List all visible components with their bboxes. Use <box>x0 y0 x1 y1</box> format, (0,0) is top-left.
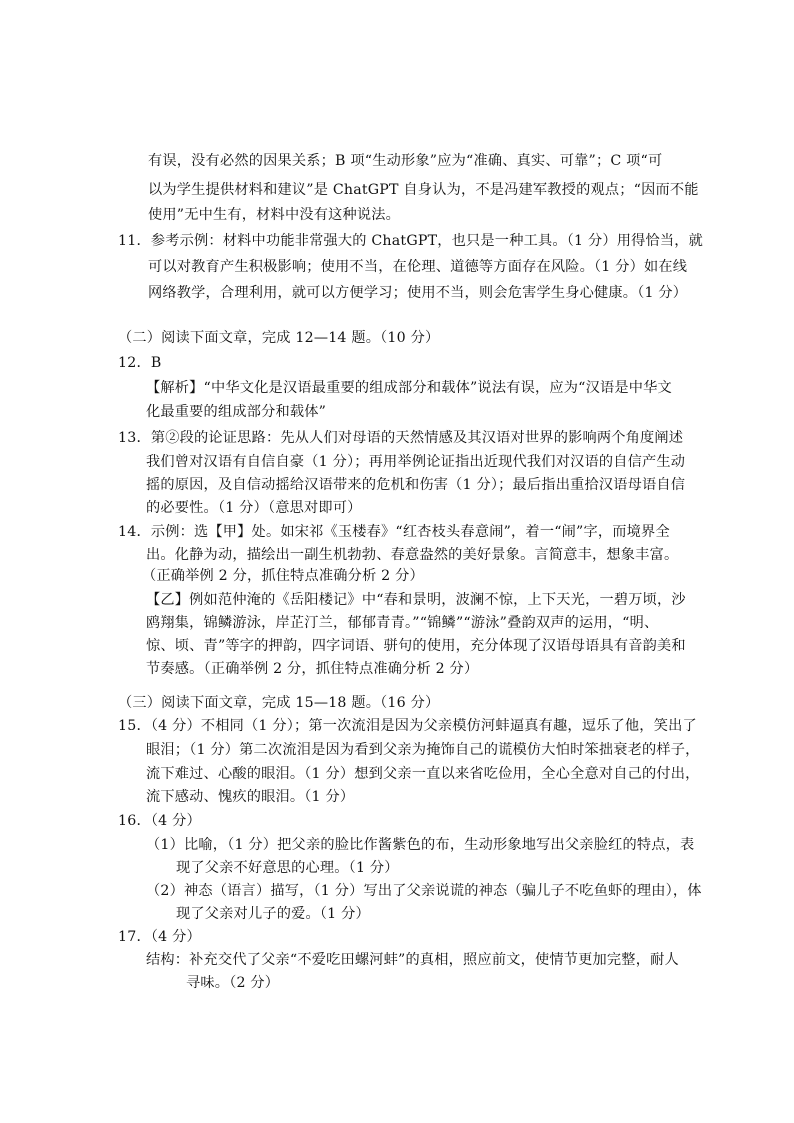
text-line: 11．参考示例：材料中功能非常强大的 ChatGPT，也只是一种工具。（1 分）用得恰当，就 <box>118 233 704 249</box>
text-line: 可以对教育产生积极影响；使用不当，在伦理、道德等方面存在风险。（1 分）如在线 <box>148 259 688 275</box>
text-line: 网络教学，合理利用，就可以方便学习；使用不当，则会危害学生身心健康。（1 分） <box>148 285 688 301</box>
text-line: 流下难过、心酸的眼泪。（1 分）想到父亲一直以来省吃俭用，全心全意对自己的付出， <box>146 766 700 782</box>
text-line: 的必要性。（1 分）（意思对即可） <box>146 500 362 516</box>
text-line: 17．（4 分） <box>118 929 201 945</box>
text-line: 【解析】“中华文化是汉语最重要的组成部分和载体”说法有误，应为“汉语是中华文 <box>146 380 672 396</box>
text-line: 结构：补充交代了父亲“不爱吃田螺河蚌”的真相，照应前文，使情节更加完整，耐人 <box>146 952 679 968</box>
text-line: 14．示例：选【甲】处。如宋祁《玉楼春》“红杏枝头春意闹”，着一“闹”字，而境界全 <box>118 524 670 540</box>
text-line: （2）神态（语言）描写，（1 分）写出了父亲说谎的神态（骗儿子不吃鱼虾的理由），体 <box>146 883 702 899</box>
text-line: 13．第②段的论证思路：先从人们对母语的天然情感及其汉语对世界的影响两个角度阐述 <box>118 430 684 446</box>
text-line: （正确举例 2 分，抓住特点准确分析 2 分） <box>142 568 424 584</box>
text-line: 16．（4 分） <box>118 813 201 829</box>
text-line: 寻味。（2 分） <box>186 975 280 991</box>
text-line: 鸥翔集，锦鳞游泳，岸芷汀兰，郁郁青青。”“锦鳞”“游泳”叠韵双声的运用，“明、 <box>146 615 659 631</box>
text-line: 有误，没有必然的因果关系；B 项“生动形象”应为“准确、真实、可靠”；C 项“可 <box>148 153 663 169</box>
text-line: 现了父亲对儿子的爱。（1 分） <box>176 906 370 922</box>
text-line: 现了父亲不好意思的心理。（1 分） <box>176 860 399 876</box>
text-line: 眼泪；（1 分）第二次流泪是因为看到父亲为掩饰自己的谎模仿大怕时笨拙衰老的样子， <box>146 742 700 758</box>
text-line: 流下感动、愧疚的眼泪。（1 分） <box>146 789 355 805</box>
text-line: 化最重要的组成部分和载体” <box>146 404 327 420</box>
text-line: 12．B <box>118 355 162 371</box>
text-line: 摇的原因，及自信动摇给汉语带来的危机和伤害（1 分）；最后指出重拾汉语母语自信 <box>146 477 686 493</box>
section-heading: （二）阅读下面文章，完成 12—14 题。（10 分） <box>118 330 440 346</box>
text-line: 以为学生提供材料和建议”是 ChatGPT 自身认为，不是冯建军教授的观点；“因而不能 <box>148 182 699 198</box>
text-line: （1）比喻，（1 分）把父亲的脸比作酱紫色的布，生动形象地写出父亲脸红的特点，表 <box>146 837 695 853</box>
text-line: 惊、顷、青”等字的押韵，四字词语、骈句的使用，充分体现了汉语母语具有音韵美和 <box>146 638 686 654</box>
text-line: 15．（4 分）不相同（1 分）；第一次流泪是因为父亲模仿河蚌逼真有趣，逗乐了他，笑出了 <box>118 718 697 734</box>
section-heading: （三）阅读下面文章，完成 15—18 题。（16 分） <box>118 695 440 711</box>
text-line: 我们曾对汉语有自信自豪（1 分）；再用举例论证指出近现代我们对汉语的自信产生动 <box>146 454 686 470</box>
text-line: 【乙】例如范仲淹的《岳阳楼记》中“春和景明，波澜不惊，上下天光，一碧万顷，沙 <box>146 592 686 608</box>
text-line: 节奏感。（正确举例 2 分，抓住特点准确分析 2 分） <box>146 661 479 677</box>
text-line: 使用”无中生有，材料中没有这种说法。 <box>148 207 401 223</box>
text-line: 出。化静为动，描绘出一副生机勃勃、春意盎然的美好景象。言简意丰，想象丰富。 <box>146 547 679 563</box>
